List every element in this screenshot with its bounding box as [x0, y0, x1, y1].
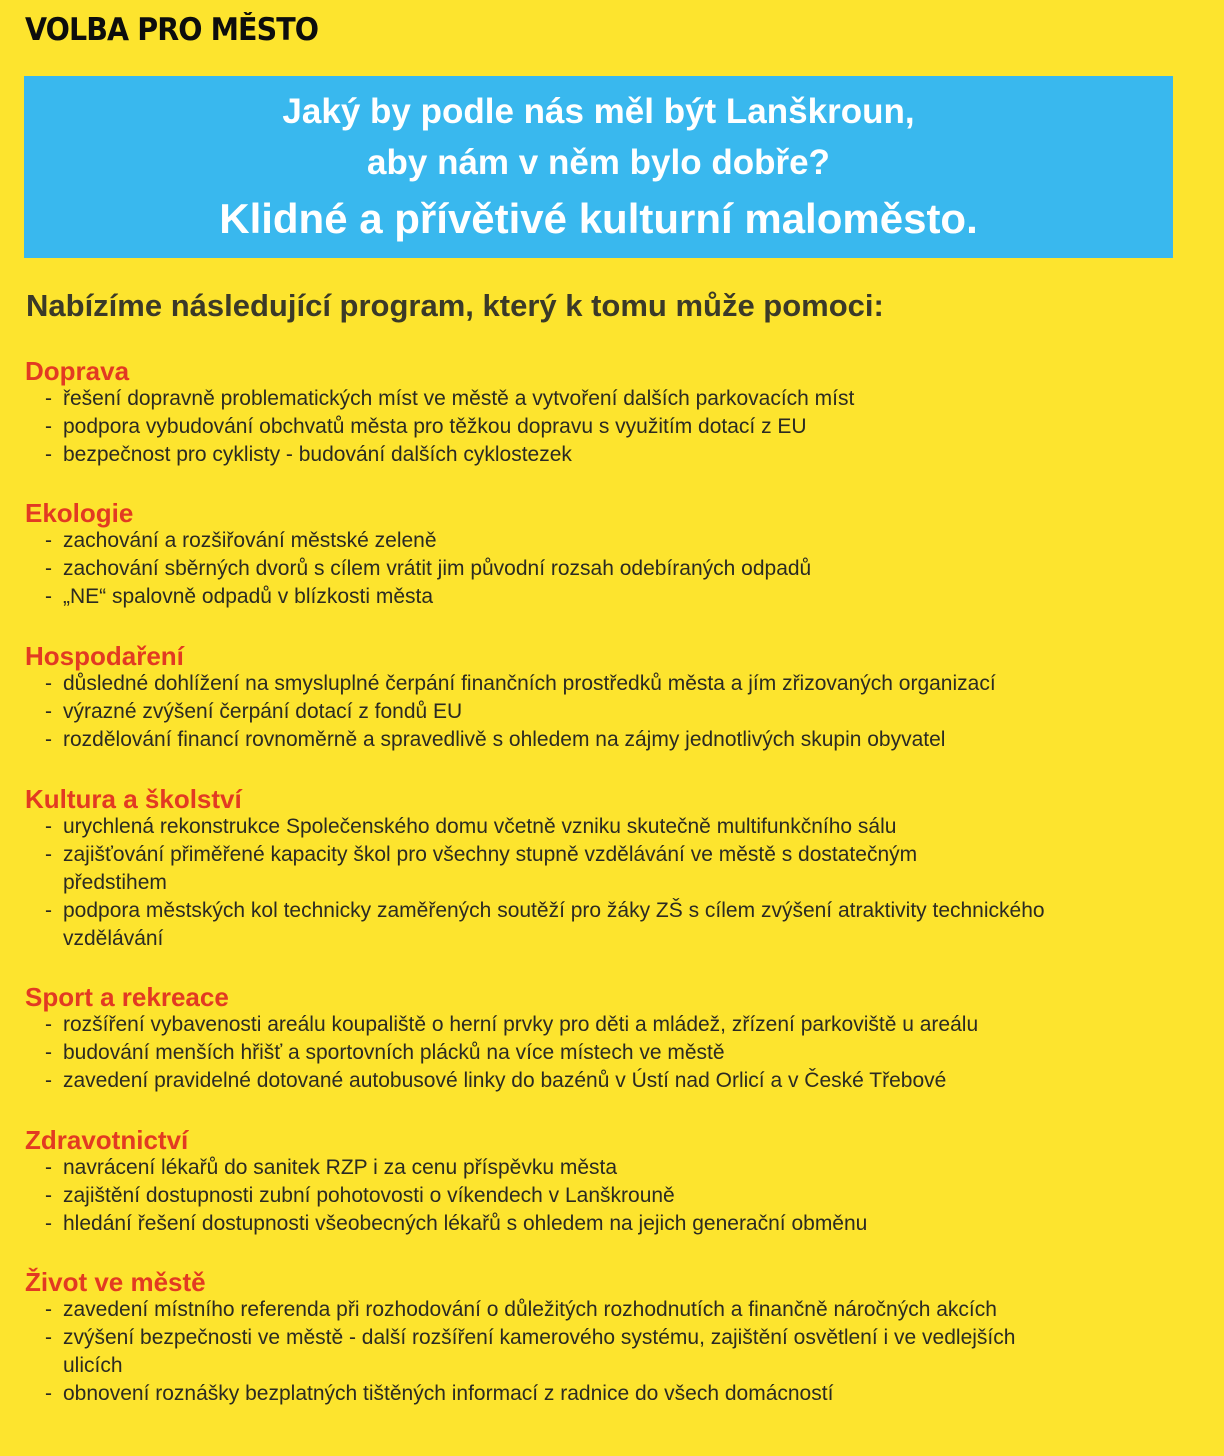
list-item: - bezpečnost pro cyklisty - budování dalších cyklostezek	[45, 443, 572, 466]
list-item: - podpora městských kol technicky zaměřených soutěží pro žáky ZŠ s cílem zvýšení atraktivity technického vzdělávání	[45, 899, 1045, 950]
banner-question-line-2: aby nám v něm bylo dobře?	[367, 143, 830, 182]
section-heading: Ekologie	[25, 498, 134, 528]
list-item: - navrácení lékařů do sanitek RZP i za cenu příspěvku města	[45, 1156, 618, 1179]
section-list	[45, 1011, 1175, 1095]
list-item: - rozdělování financí rovnoměrně a spravedlivě s ohledem na zájmy jednotlivých skupin obyvatel	[45, 728, 946, 751]
list-item: - podpora vybudování obchvatů města pro těžkou dopravu s využitím dotací z EU	[45, 415, 807, 438]
list-item: - obnovení roznášky bezplatných tištěných informací z radnice do všech domácností	[45, 1382, 834, 1405]
list-item: - zajištění dostupnosti zubní pohotovosti o víkendech v Lanškrouně	[45, 1184, 675, 1207]
section-heading: Sport a rekreace	[25, 982, 229, 1012]
section-list	[45, 1296, 1175, 1408]
list-item: - řešení dopravně problematických míst ve městě a vytvoření dalších parkovacích míst	[45, 387, 855, 410]
section-heading: Zdravotnictví	[25, 1125, 189, 1155]
brand-title: VOLBA PRO MĚSTO	[25, 12, 319, 48]
banner-claim: Klidné a přívětivé kulturní maloměsto.	[219, 195, 978, 242]
program-intro: Nabízíme následující program, který k tomu může pomoci:	[26, 288, 884, 323]
slogan-banner	[24, 76, 1173, 258]
list-item: - hledání řešení dostupnosti všeobecných lékařů s ohledem na jejich generační obměnu	[45, 1212, 868, 1235]
list-item: - zavedení místního referenda při rozhodování o důležitých rozhodnutích a finančně náročných akcích	[45, 1298, 997, 1321]
list-item: - zachování sběrných dvorů s cílem vrátit jim původní rozsah odebíraných odpadů	[45, 557, 812, 580]
list-item: - „NE“ spalovně odpadů v blízkosti města	[45, 585, 434, 608]
list-item: - zachování a rozšiřování městské zeleně	[45, 529, 437, 552]
list-item: - rozšíření vybavenosti areálu koupaliště o herní prvky pro děti a mládež, zřízení parkoviště u areálu	[45, 1013, 979, 1036]
section-list	[45, 813, 1175, 953]
section-list	[45, 1154, 1175, 1238]
list-item: - výrazné zvýšení čerpání dotací z fondů EU	[45, 700, 463, 723]
list-item: - zajišťování přiměřené kapacity škol pro všechny stupně vzdělávání ve městě s dostatečným předstihem	[45, 843, 918, 894]
list-item: - budování menších hřišť a sportovních plácků na více místech ve městě	[45, 1041, 725, 1064]
section-heading: Kultura a školství	[25, 784, 242, 814]
list-item: - zvýšení bezpečnosti ve městě - další rozšíření kamerového systému, zajištění osvětlení i ve vedlejších ulicích	[45, 1326, 1016, 1377]
section-heading: Hospodaření	[25, 641, 184, 671]
list-item: - důsledné dohlížení na smysluplné čerpání finančních prostředků města a jím zřizovaných organizací	[45, 672, 996, 695]
list-item: - urychlená rekonstrukce Společenského domu včetně vzniku skutečně multifunkčního sálu	[45, 815, 897, 838]
banner-question-line-1: Jaký by podle nás měl být Lanškroun,	[282, 92, 915, 131]
section-heading: Život ve městě	[25, 1267, 206, 1297]
section-list	[45, 670, 1175, 754]
section-list	[45, 385, 1175, 469]
section-list	[45, 527, 1175, 611]
list-item: - zavedení pravidelné dotované autobusové linky do bazénů v Ústí nad Orlicí a v České Třebové	[45, 1069, 947, 1092]
section-heading: Doprava	[25, 356, 130, 386]
